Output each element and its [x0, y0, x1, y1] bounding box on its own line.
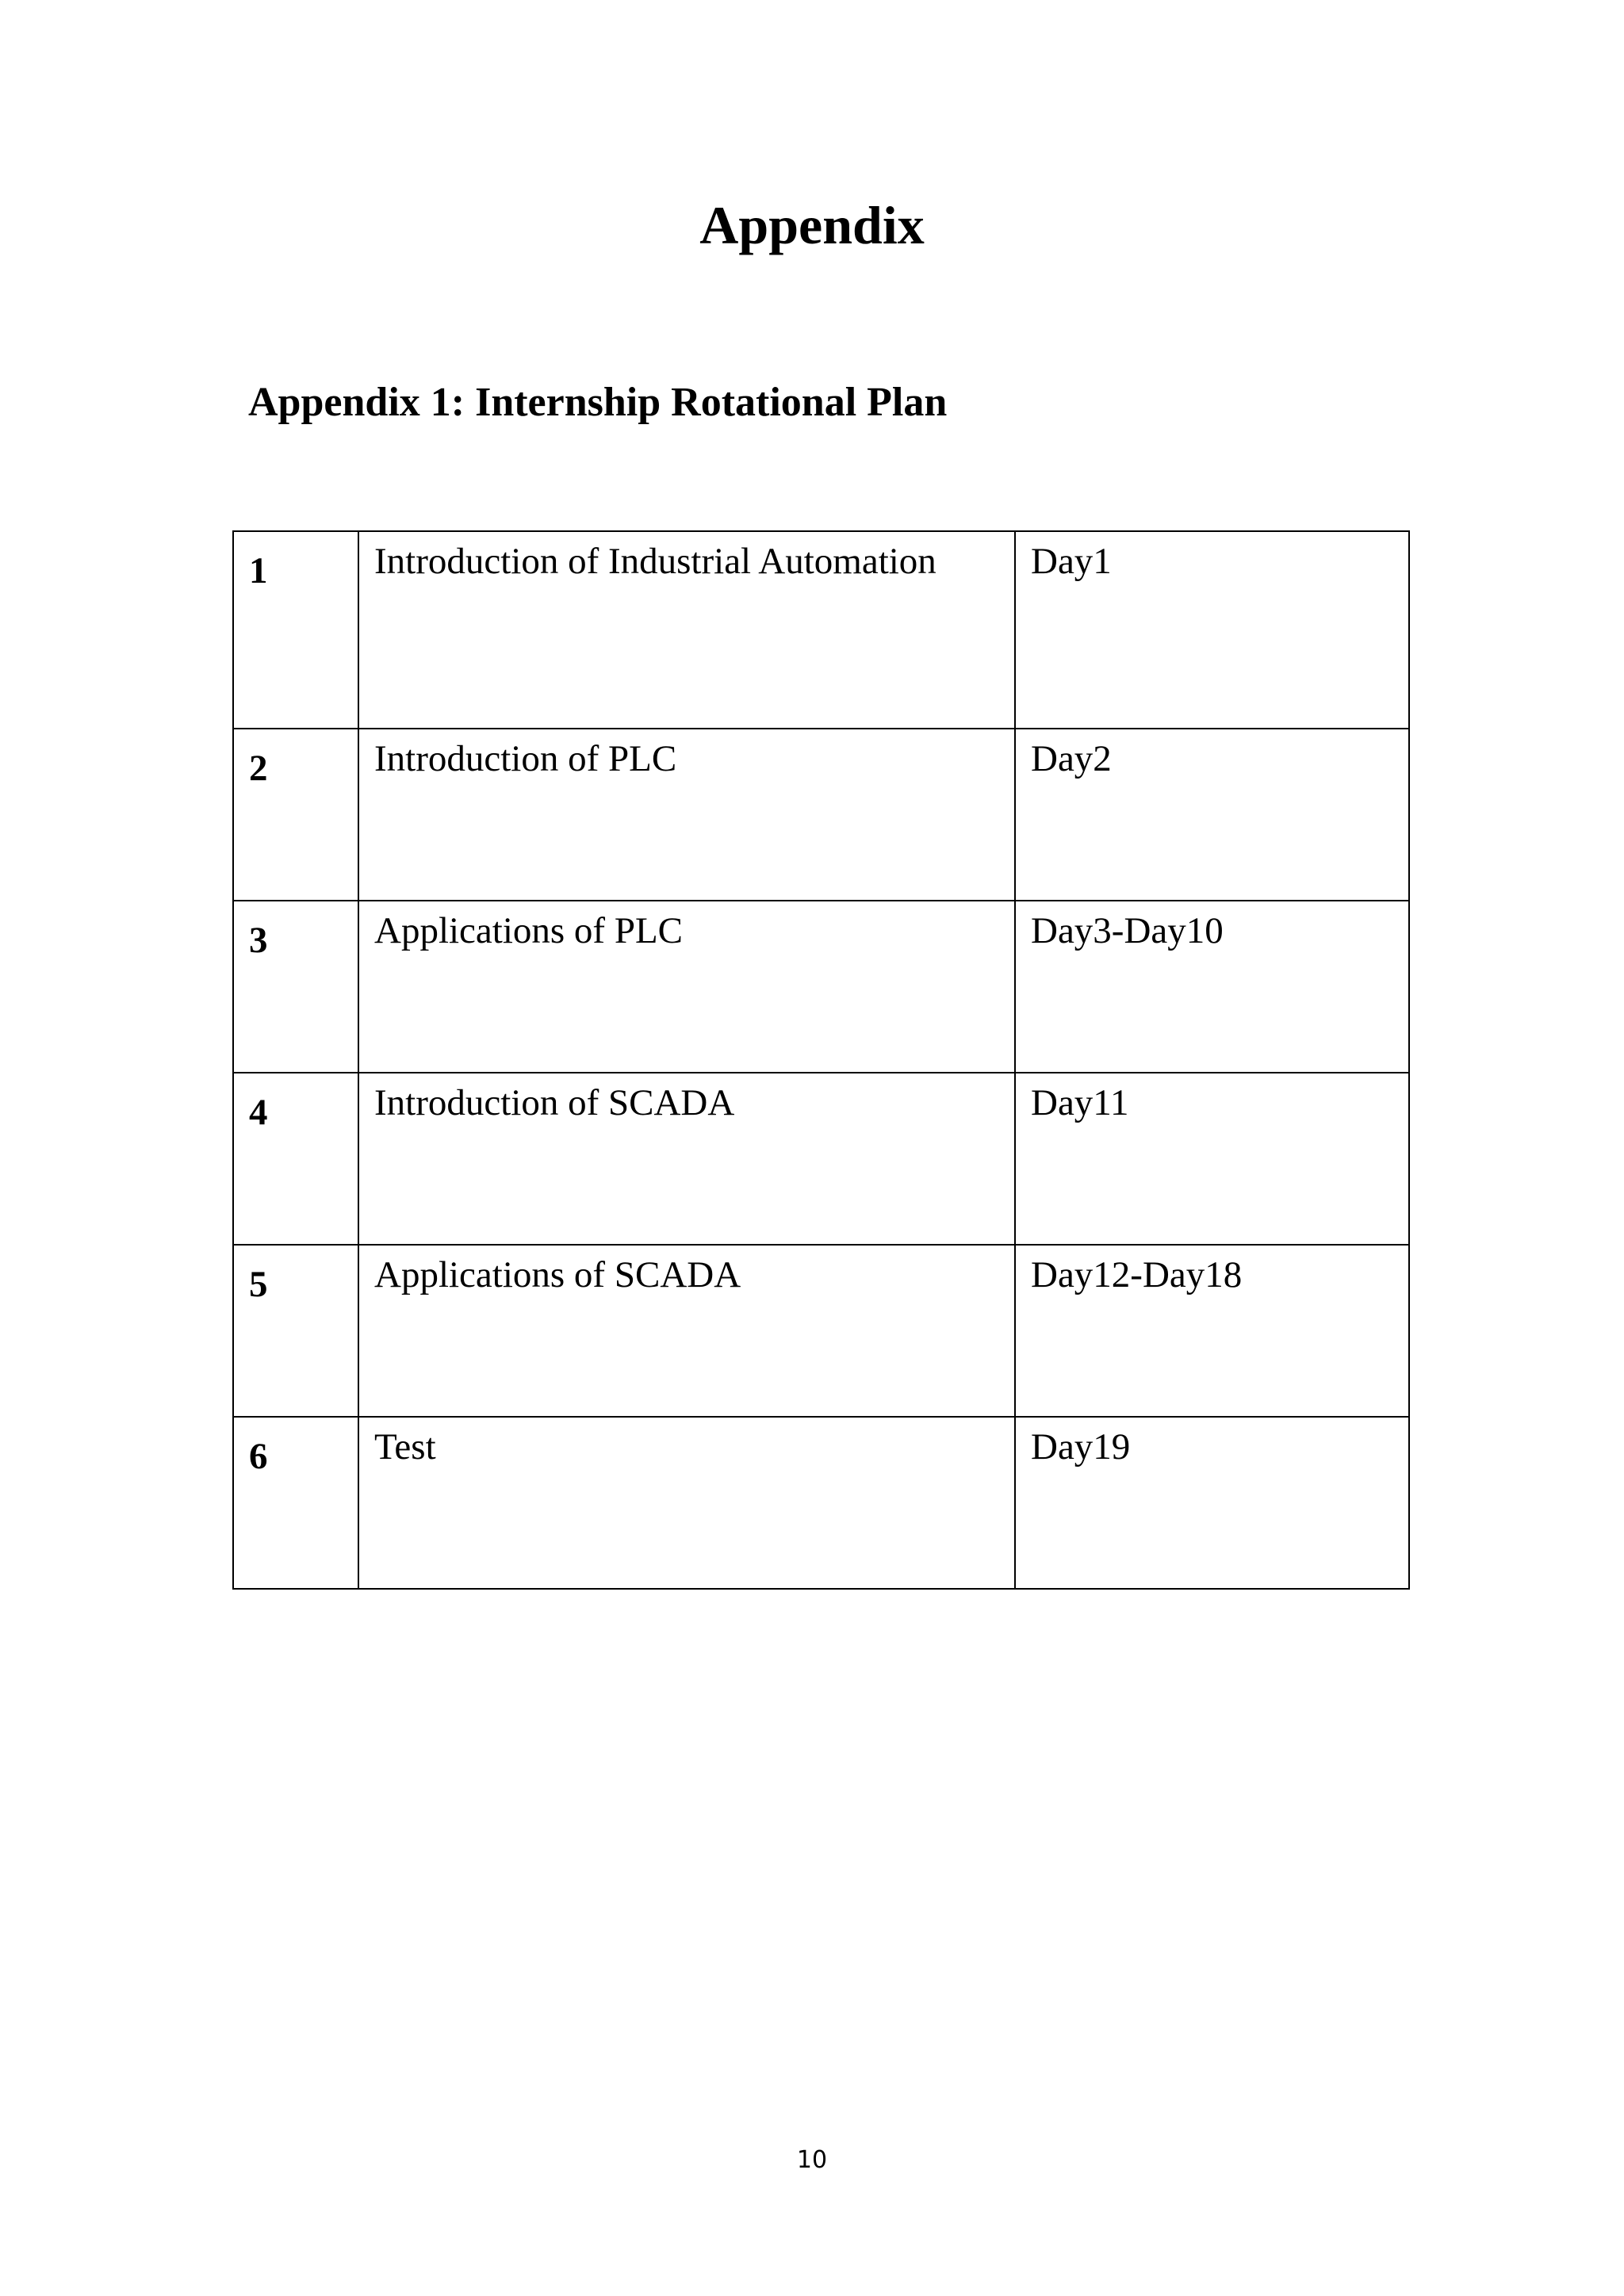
- row-topic: Introduction of Industrial Automation: [358, 531, 1015, 729]
- page-number: 10: [796, 2146, 828, 2174]
- row-days: Day3-Day10: [1015, 901, 1409, 1073]
- row-number: 5: [233, 1245, 358, 1417]
- table-row: [233, 531, 1409, 729]
- table-row: [233, 1417, 1409, 1589]
- row-days: Day12-Day18: [1015, 1245, 1409, 1417]
- row-number: 6: [233, 1417, 358, 1589]
- row-days: Day2: [1015, 729, 1409, 901]
- table-row: [233, 1245, 1409, 1417]
- row-number: 2: [233, 729, 358, 901]
- row-topic: Applications of SCADA: [358, 1245, 1015, 1417]
- row-number: 3: [233, 901, 358, 1073]
- row-days: Day11: [1015, 1073, 1409, 1245]
- row-topic: Applications of PLC: [358, 901, 1015, 1073]
- row-days: Day1: [1015, 531, 1409, 729]
- row-number: 1: [233, 531, 358, 729]
- row-number: 4: [233, 1073, 358, 1245]
- row-topic: Test: [358, 1417, 1015, 1589]
- table-row: [233, 901, 1409, 1073]
- row-topic: Introduction of SCADA: [358, 1073, 1015, 1245]
- table-row: [233, 1073, 1409, 1245]
- rotational-plan-table: [232, 530, 1410, 1590]
- page-title: Appendix: [699, 195, 925, 255]
- row-topic: Introduction of PLC: [358, 729, 1015, 901]
- row-days: Day19: [1015, 1417, 1409, 1589]
- table-row: [233, 729, 1409, 901]
- section-heading: Appendix 1: Internship Rotational Plan: [248, 380, 948, 425]
